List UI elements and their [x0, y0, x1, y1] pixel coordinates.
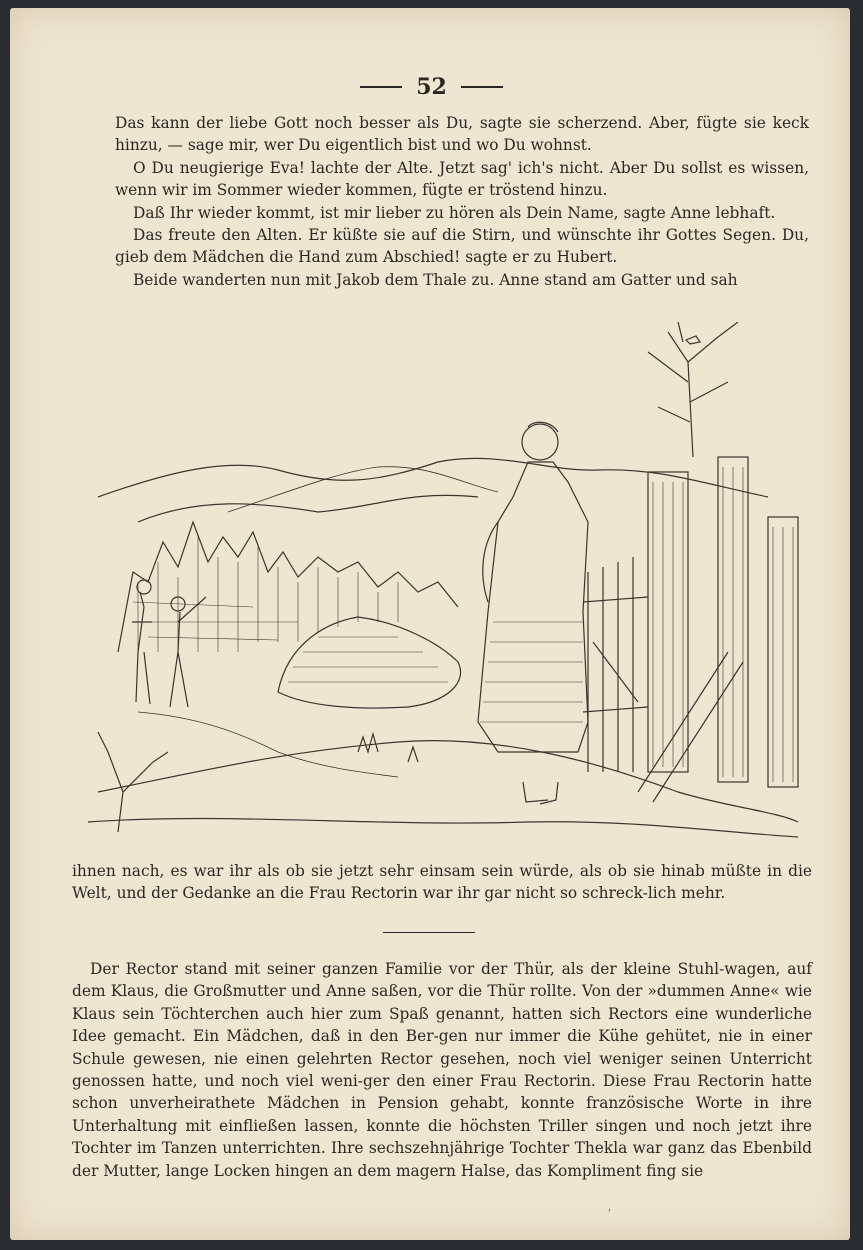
page-number: 52 [416, 74, 447, 100]
paragraph: ihnen nach, es war ihr als ob sie jetzt sehr einsam sein würde, als ob sie hinab müßte in die Welt, und der Gedanke an die Frau Rectorin war ihr gar nicht so schreck-lich mehr. [72, 862, 812, 903]
section-divider [383, 932, 475, 933]
paragraph: Beide wanderten nun mit Jakob dem Thale zu. Anne stand am Gatter und sah [133, 270, 738, 289]
text-block-top [115, 112, 809, 291]
paragraph: O Du neugierige Eva! lachte der Alte. Jetzt sag' ich's nicht. Aber Du sollst es wissen, wenn wir im Sommer wieder kommen, fügte er tröstend hinzu. [115, 158, 809, 200]
footer-mark: , [608, 1202, 612, 1213]
paragraph: Der Rector stand mit seiner ganzen Familie vor der Thür, als der kleine Stuhl-wagen, auf dem Klaus, die Großmutter und Anne saßen, vor die Thür rollte. Von der »dummen Anne« wie Klaus sein Töchterchen auch hier zum Spaß genannt, hatten sich Rectors eine wunderliche Idee gemacht. Ein Mädchen, daß in den Ber-gen nur immer die Kühe gehütet, nie in einer Schule gewesen, nie einen gelehrten Rector gesehen, noch viel weniger seinen Unterricht genossen hatte, und noch viel weni-ger den einer Frau Rectorin. Diese Frau Rectorin hatte schon unverheirathete Mädchen in Pension gehabt, konnte französische Worte in ihre Unterhaltung mit einfließen lassen, konnte die höchsten Triller singen und noch jetzt ihre Tochter im Tanzen unterrichten. Ihre sechszehnjährige Tochter Thekla war ganz das Ebenbild der Mutter, lange Locken hingen an dem magern Halse, das Kompliment fing sie [72, 960, 812, 1180]
header-dash-left [360, 86, 402, 88]
text-block-after-image [72, 860, 812, 905]
paragraph: Das kann der liebe Gott noch besser als Du, sagte sie scherzend. Aber, fügte sie keck hinzu, — sage mir, wer Du eigentlich bist und wo Du wohnst. [115, 114, 809, 155]
paragraph: Das freute den Alten. Er küßte sie auf die Stirn, und wünschte ihr Gottes Segen. Du, gieb dem Mädchen die Hand zum Abschied! sagte er zu Hubert. [115, 226, 809, 267]
paragraph: Daß Ihr wieder kommt, ist mir lieber zu hören als Dein Name, sagte Anne lebhaft. [133, 203, 776, 222]
text-block-rector [72, 958, 812, 1182]
page-header [0, 74, 863, 100]
engraving-girl-at-gate-icon [78, 322, 808, 844]
header-dash-right [461, 86, 503, 88]
